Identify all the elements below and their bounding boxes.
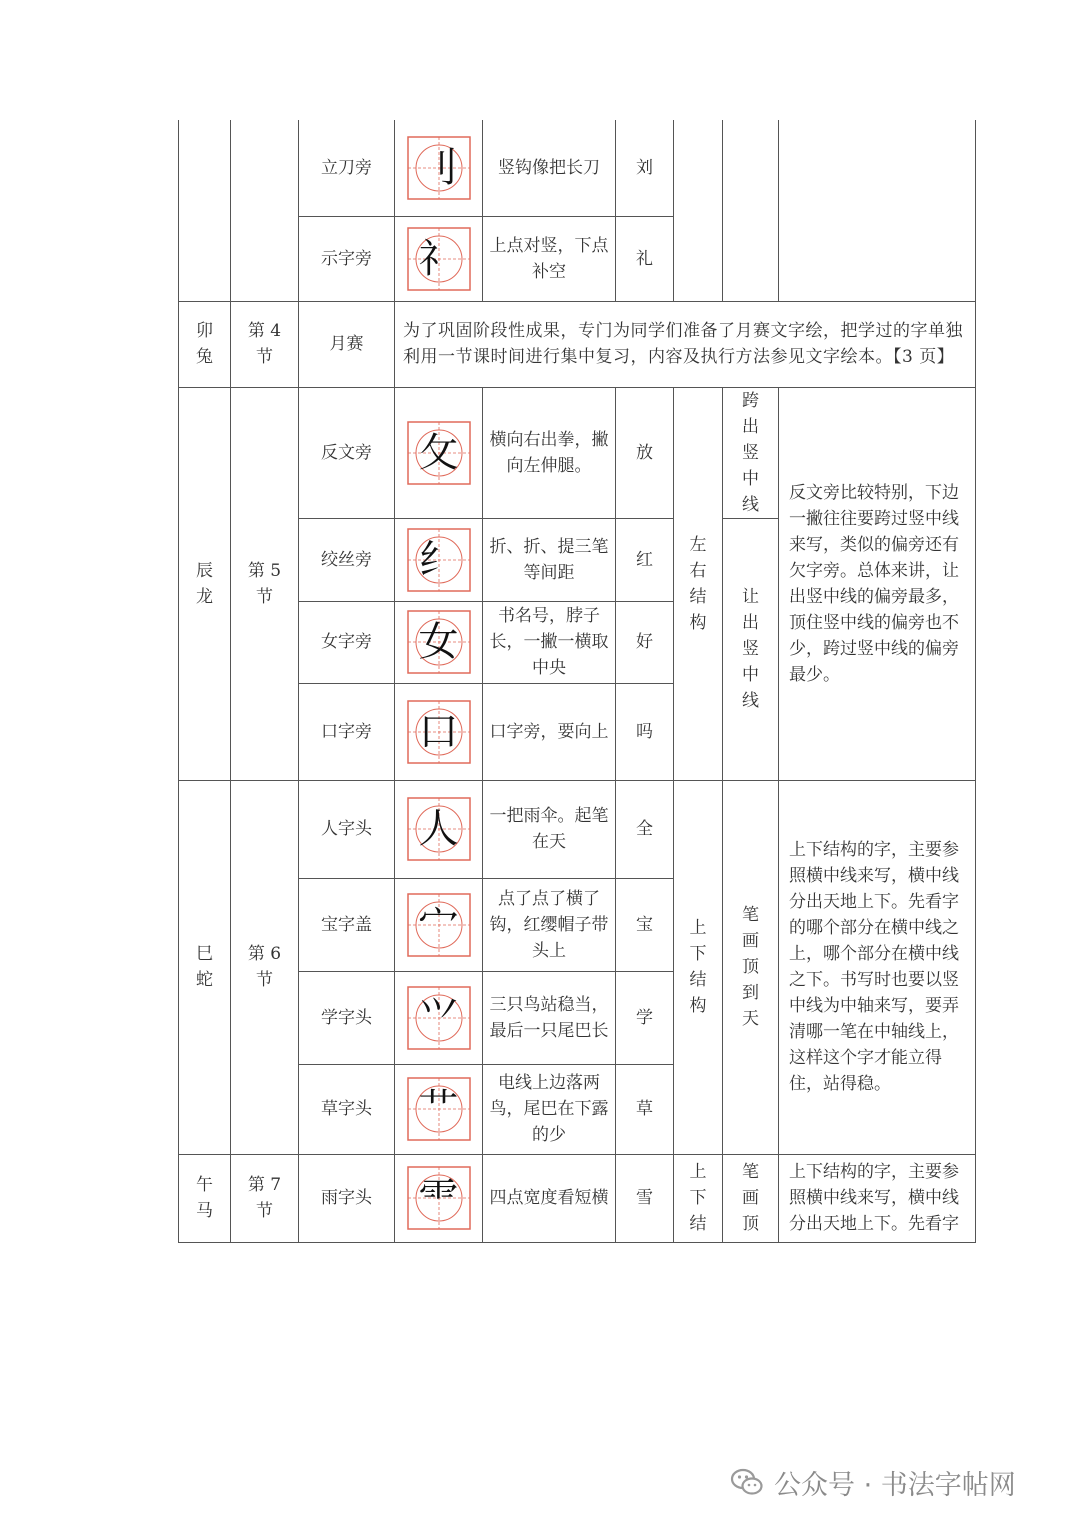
- structure-cell-continued: [674, 120, 723, 301]
- example-character: 刘: [616, 120, 674, 216]
- example-image: [395, 1154, 483, 1242]
- example-character: 雪: [616, 1154, 674, 1242]
- lesson-cell-continued: [231, 120, 299, 301]
- example-glyph: ⺍: [418, 994, 459, 1041]
- lesson-cell: 第 6 节: [231, 780, 299, 1154]
- example-glyph: 刂: [418, 144, 459, 191]
- zodiac-cell: 辰龙: [179, 387, 231, 780]
- radical-name: 绞丝旁: [299, 518, 395, 601]
- example-glyph: 攵: [418, 429, 459, 476]
- sub-structure: 笔画顶: [723, 1154, 779, 1242]
- structure-type: 左右结构: [674, 387, 723, 780]
- radical-name: 口字旁: [299, 683, 395, 780]
- example-glyph: 口: [418, 708, 459, 755]
- radical-name: 草字头: [299, 1064, 395, 1154]
- example-character: 吗: [616, 683, 674, 780]
- writing-tip: 口字旁，要向上: [483, 683, 616, 780]
- wechat-icon: [730, 1465, 764, 1499]
- example-glyph: 艹: [418, 1086, 459, 1132]
- sub-structure: 跨出竖中线: [723, 387, 779, 518]
- radical-name: 人字头: [299, 780, 395, 878]
- radical-name: 雨字头: [299, 1154, 395, 1242]
- lesson-summary: 上下结构的字，主要参照横中线来写，横中线分出天地上下。先看字的哪个部分在横中线之上，哪个部分在横中线之下。书写时也要以竖中线为中轴来写，要弄清哪一笔在中轴线上，这样这个字才能立得住，站得稳。: [779, 780, 976, 1154]
- monthly-contest-description: 为了巩固阶段性成果，专门为同学们准备了月赛文字绘，把学过的字单独利用一节课时间进行集中复习，内容及执行方法参见文字绘本。【3 页】: [395, 301, 976, 387]
- example-glyph: ⻗: [418, 1175, 459, 1221]
- example-glyph: 宀: [418, 901, 459, 948]
- example-image: [395, 120, 483, 216]
- lesson-cell: 第 7 节: [231, 1154, 299, 1242]
- sub-structure-cell-continued: [723, 120, 779, 301]
- example-character: 红: [616, 518, 674, 601]
- example-glyph: 礻: [418, 235, 459, 282]
- writing-tip: 竖钩像把长刀: [483, 120, 616, 216]
- table-row: [179, 1154, 976, 1242]
- writing-tip: 折、折、提三笔等间距: [483, 518, 616, 601]
- zodiac-cell: 巳蛇: [179, 780, 231, 1154]
- table-row: [179, 120, 976, 216]
- lesson-summary: 上下结构的字，主要参照横中线来写，横中线分出天地上下。先看字: [779, 1154, 976, 1242]
- example-glyph: 纟: [418, 536, 459, 583]
- writing-tip: 一把雨伞。起笔在天: [483, 780, 616, 878]
- writing-tip: 书名号，脖子长，一撇一横取中央: [483, 601, 616, 683]
- example-image: [395, 878, 483, 971]
- example-image: [395, 971, 483, 1064]
- sub-structure: 让出竖中线: [723, 518, 779, 780]
- table-row: [179, 301, 976, 387]
- example-character: 放: [616, 387, 674, 518]
- writing-tip: 电线上边落两鸟，尾巴在下露的少: [483, 1064, 616, 1154]
- example-glyph: 女: [418, 619, 459, 665]
- zodiac-cell-continued: [179, 120, 231, 301]
- example-image: [395, 1064, 483, 1154]
- table-row: [179, 780, 976, 878]
- radical-name: 反文旁: [299, 387, 395, 518]
- table-row: [179, 387, 976, 518]
- lesson-cell: 第 5 节: [231, 387, 299, 780]
- example-character: 草: [616, 1064, 674, 1154]
- writing-tip: 横向右出拳，撇向左伸腿。: [483, 387, 616, 518]
- example-character: 学: [616, 971, 674, 1064]
- writing-tip: 点了点了横了钩，红缨帽子带头上: [483, 878, 616, 971]
- radical-name: 宝字盖: [299, 878, 395, 971]
- example-image: [395, 387, 483, 518]
- summary-cell-continued: [779, 120, 976, 301]
- example-image: [395, 780, 483, 878]
- example-image: [395, 683, 483, 780]
- example-glyph: 人: [418, 806, 459, 852]
- zodiac-cell: 午马: [179, 1154, 231, 1242]
- lesson-summary: 反文旁比较特别，下边一撇往往要跨过竖中线来写，类似的偏旁还有欠字旁。总体来讲，让出竖中线的偏旁最多，顶住竖中线的偏旁也不少，跨过竖中线的偏旁最少。: [779, 387, 976, 780]
- writing-tip: 四点宽度看短横: [483, 1154, 616, 1242]
- structure-type: 上下结构: [674, 780, 723, 1154]
- example-image: [395, 216, 483, 301]
- example-image: [395, 601, 483, 683]
- example-image: [395, 518, 483, 601]
- radical-name: 示字旁: [299, 216, 395, 301]
- calligraphy-lesson-table: [178, 120, 976, 1243]
- example-character: 礼: [616, 216, 674, 301]
- lesson-cell: 第 4 节: [231, 301, 299, 387]
- radical-name: 女字旁: [299, 601, 395, 683]
- writing-tip: 上点对竖，下点补空: [483, 216, 616, 301]
- radical-name: 月赛: [299, 301, 395, 387]
- example-character: 全: [616, 780, 674, 878]
- zodiac-cell: 卯兔: [179, 301, 231, 387]
- example-character: 宝: [616, 878, 674, 971]
- radical-name: 学字头: [299, 971, 395, 1064]
- structure-type: 上下结: [674, 1154, 723, 1242]
- watermark: [730, 1462, 1016, 1502]
- watermark-text: 公众号 · 书法字帖网: [774, 1469, 1016, 1501]
- example-character: 好: [616, 601, 674, 683]
- sub-structure: 笔画顶到天: [723, 780, 779, 1154]
- writing-tip: 三只鸟站稳当，最后一只尾巴长: [483, 971, 616, 1064]
- radical-name: 立刀旁: [299, 120, 395, 216]
